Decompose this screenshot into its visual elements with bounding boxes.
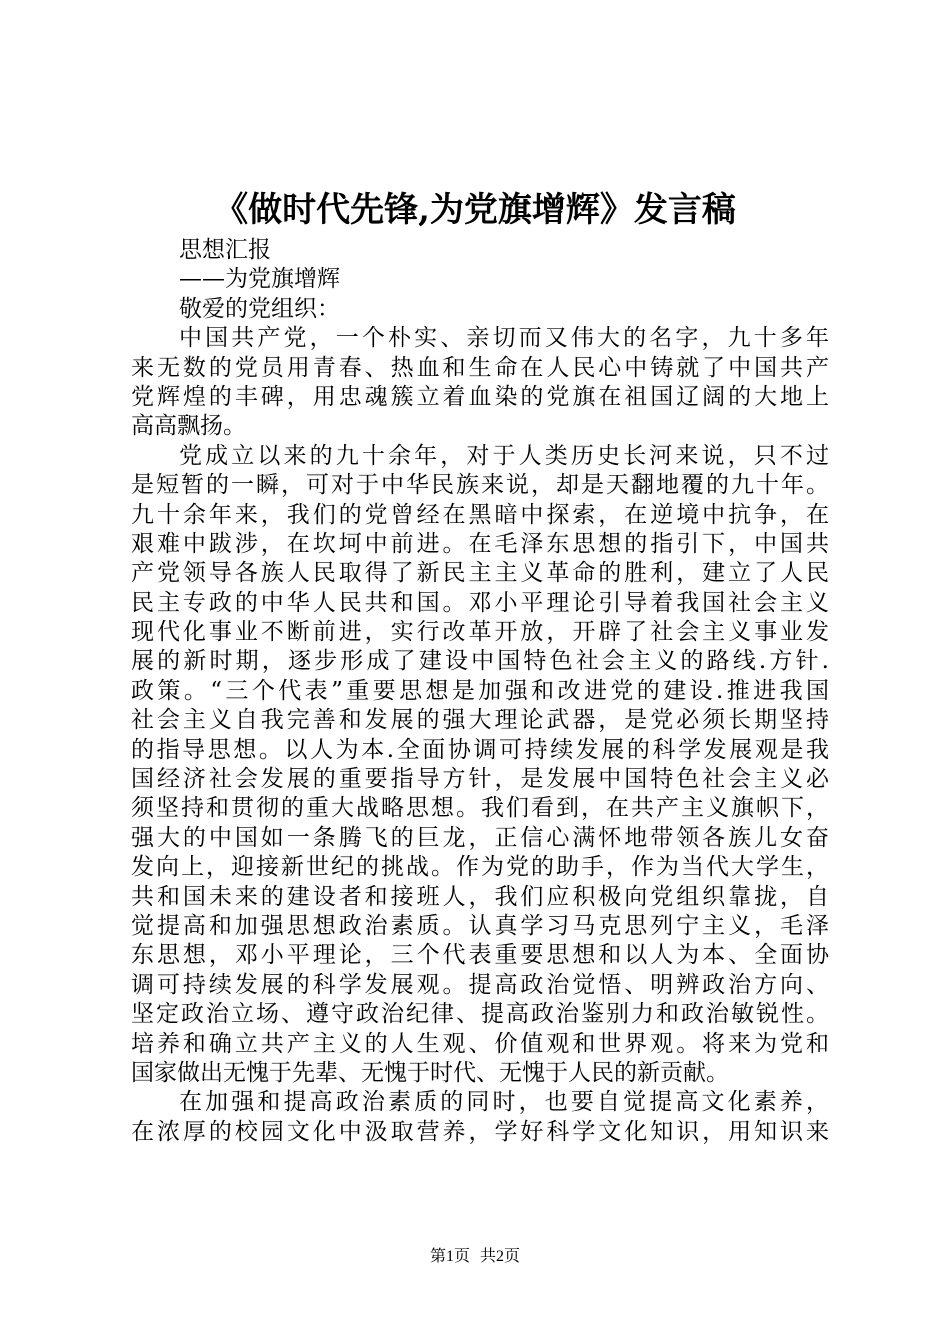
text-line: 强大的中国如一条腾飞的巨龙，正信心满怀地带领各族儿女奋 [131, 824, 829, 851]
page-number: 第1页 [429, 1248, 470, 1265]
text-line: 调可持续发展的科学发展观。提高政治觉悟、明辨政治方向、 [131, 971, 829, 998]
text-line: 国家做出无愧于先辈、无愧于时代、无愧于人民的新贡献。 [131, 1059, 729, 1086]
text-line: 共和国未来的建设者和接班人，我们应积极向党组织靠拢，自 [131, 883, 829, 910]
page-total: 共2页 [480, 1248, 521, 1265]
text-line: 产党领导各族人民取得了新民主主义革命的胜利，建立了人民 [131, 560, 829, 587]
text-line: 艰难中跋涉，在坎坷中前进。在毛泽东思想的指引下，中国共 [131, 530, 829, 557]
text-line: 党辉煌的丰碑，用忠魂簇立着血染的党旗在祖国辽阔的大地上 [131, 383, 829, 410]
text-line: 党成立以来的九十余年，对于人类历史长河来说，只不过 [179, 442, 829, 469]
text-line: 现代化事业不断前进，实行改革开放，开辟了社会主义事业发 [131, 619, 829, 646]
document-body [131, 236, 829, 1147]
text-line: 的指导思想。以人为本.全面协调可持续发展的科学发展观是我 [131, 736, 829, 763]
text-line: 坚定政治立场、遵守政治纪律、提高政治鉴别力和政治敏锐性。 [131, 1001, 829, 1028]
text-line: 是短暂的一瞬，可对于中华民族来说，却是天翻地覆的九十年。 [131, 472, 829, 499]
text-line: 须坚持和贯彻的重大战略思想。我们看到，在共产主义旗帜下， [131, 795, 829, 822]
text-line: 国经济社会发展的重要指导方针，是发展中国特色社会主义必 [131, 766, 829, 793]
text-line: 在浓厚的校园文化中汲取营养，学好科学文化知识，用知识来 [131, 1118, 829, 1145]
text-line: 在加强和提高政治素质的同时，也要自觉提高文化素养， [179, 1089, 829, 1116]
text-line: ——为党旗增辉 [179, 266, 340, 293]
text-line: 培养和确立共产主义的人生观、价值观和世界观。将来为党和 [131, 1030, 829, 1057]
text-line: 敬爱的党组织： [179, 295, 340, 322]
page-footer [0, 1247, 950, 1267]
text-line: 发向上，迎接新世纪的挑战。作为党的助手，作为当代大学生， [131, 854, 829, 881]
text-line: 觉提高和加强思想政治素质。认真学习马克思列宁主义，毛泽 [131, 912, 829, 939]
text-line: 民主专政的中华人民共和国。邓小平理论引导着我国社会主义 [131, 589, 829, 616]
text-line: 高高飘扬。 [131, 413, 246, 440]
document-title: 《做时代先锋,为党旗增辉》发言稿 [214, 190, 736, 230]
text-line: 社会主义自我完善和发展的强大理论武器，是党必须长期坚持 [131, 707, 829, 734]
text-line: 思想汇报 [179, 237, 271, 263]
text-line: 中国共产党，一个朴实、亲切而又伟大的名字，九十多年 [179, 325, 829, 352]
text-line: 政策。“三个代表”重要思想是加强和改进党的建设.推进我国 [131, 677, 829, 704]
text-line: 九十余年来，我们的党曾经在黑暗中探索，在逆境中抗争，在 [131, 501, 829, 528]
text-line: 来无数的党员用青春、热血和生命在人民心中铸就了中国共产 [131, 354, 829, 381]
text-line: 展的新时期，逐步形成了建设中国特色社会主义的路线.方针. [131, 648, 829, 675]
text-line: 东思想，邓小平理论，三个代表重要思想和以人为本、全面协 [131, 942, 829, 969]
